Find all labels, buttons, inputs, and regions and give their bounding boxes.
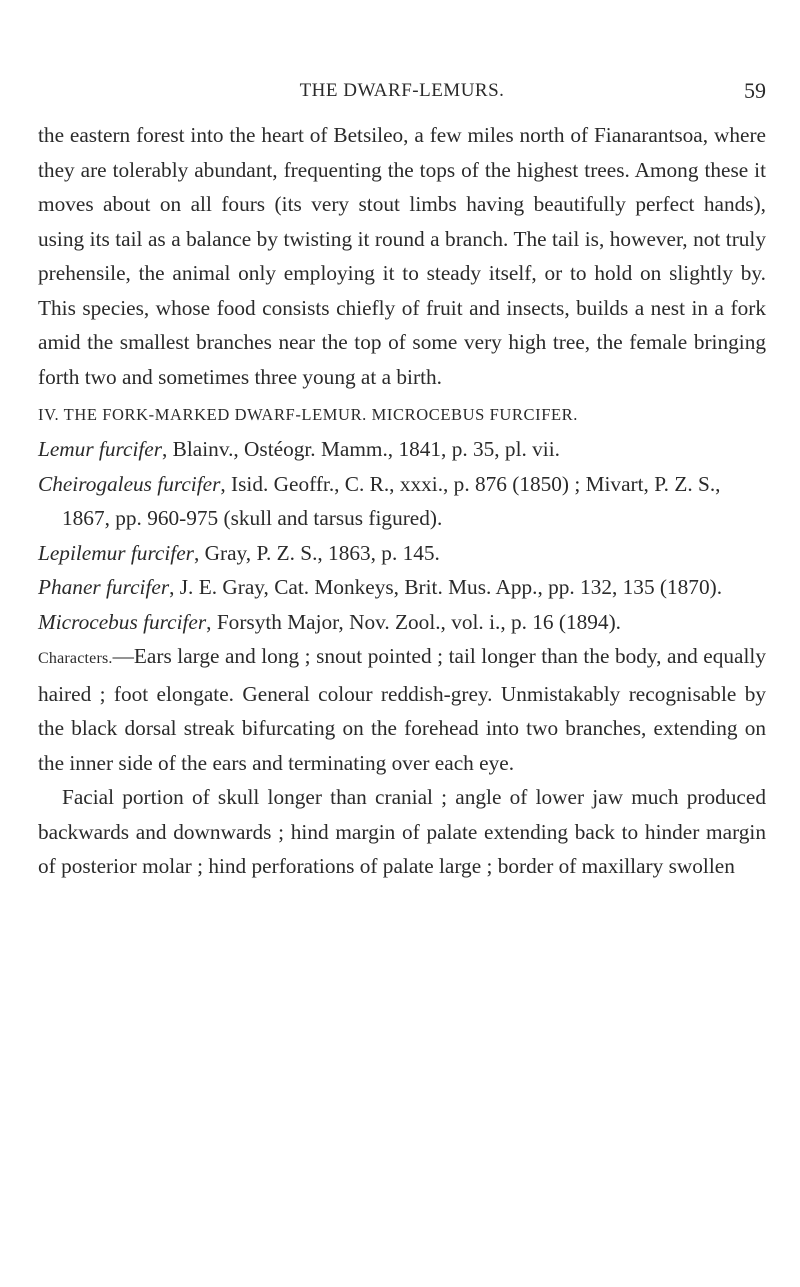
skull-paragraph: Facial portion of skull longer than cranial ; angle of lower jaw much produced backwards and downwards ; hind margin of palate extending back to hinder margin of posterior molar ; hind perforations of palate large ; border of maxillary swollen xyxy=(38,785,766,878)
book-page xyxy=(38,0,766,884)
characters-text: —Ears large and long ; snout pointed ; tail longer than the body, and equally haired ; foot elongate. General colour reddish-grey. Unmistakably recognisable by the black dorsal streak bifurcating on the forehead into two branches, extending on the inner side of the ears and terminating over each eye. xyxy=(38,644,766,775)
synonym-name: Cheirogaleus furcifer xyxy=(38,471,221,496)
section-heading: IV. THE FORK-MARKED DWARF-LEMUR. MICROCEBUS FURCIFER. xyxy=(38,405,579,424)
synonym-reference: , Isid. Geoffr., C. R., xxxi., p. 876 (1850) ; Mivart, P. Z. S., 1867, pp. 960-975 (skull and tarsus figured). xyxy=(62,471,721,530)
synonym-reference: , Blainv., Ostéogr. Mamm., 1841, p. 35, pl. vii. xyxy=(162,437,560,461)
synonym-entry xyxy=(38,536,766,571)
page-header xyxy=(38,0,766,118)
page-number: 59 xyxy=(744,78,766,103)
synonym-entry xyxy=(38,605,766,640)
synonym-entry xyxy=(38,570,766,605)
synonym-name: Phaner furcifer xyxy=(38,575,170,599)
characters-label: Characters. xyxy=(38,650,113,667)
synonym-reference: , Gray, P. Z. S., 1863, p. 145. xyxy=(193,540,440,565)
characters-paragraph xyxy=(38,639,766,780)
synonym-entry xyxy=(38,432,766,467)
synonym-reference: , J. E. Gray, Cat. Monkeys, Brit. Mus. App., pp. 132, 135 (1870). xyxy=(169,575,723,599)
page-body xyxy=(38,118,766,884)
synonym-name: Lemur furcifer xyxy=(38,437,163,461)
synonym-name: Lepilemur furcifer xyxy=(38,540,194,565)
synonym-name: Microcebus furcifer xyxy=(38,609,207,634)
running-title: THE DWARF-LEMURS. xyxy=(299,80,505,101)
synonym-entry xyxy=(38,467,766,536)
synonym-reference: , Forsyth Major, Nov. Zool., vol. i., p. 16 (1894). xyxy=(206,609,621,634)
intro-paragraph: the eastern forest into the heart of Betsileo, a few miles north of Fianarantsoa, where they are tolerably abundant, frequenting the tops of the highest trees. Among these it moves about on all fours (its very stout limbs having beautifully perfect hands), using its tail as a balance by twisting it round a branch. The tail is, however, not truly prehensile, the animal only employing it to steady itself, or to hold on slightly by. This species, whose food consists chiefly of fruit and insects, builds a nest in a fork amid the smallest branches near the top of some very high tree, the female bringing forth two and sometimes three young at a birth. xyxy=(38,123,766,389)
